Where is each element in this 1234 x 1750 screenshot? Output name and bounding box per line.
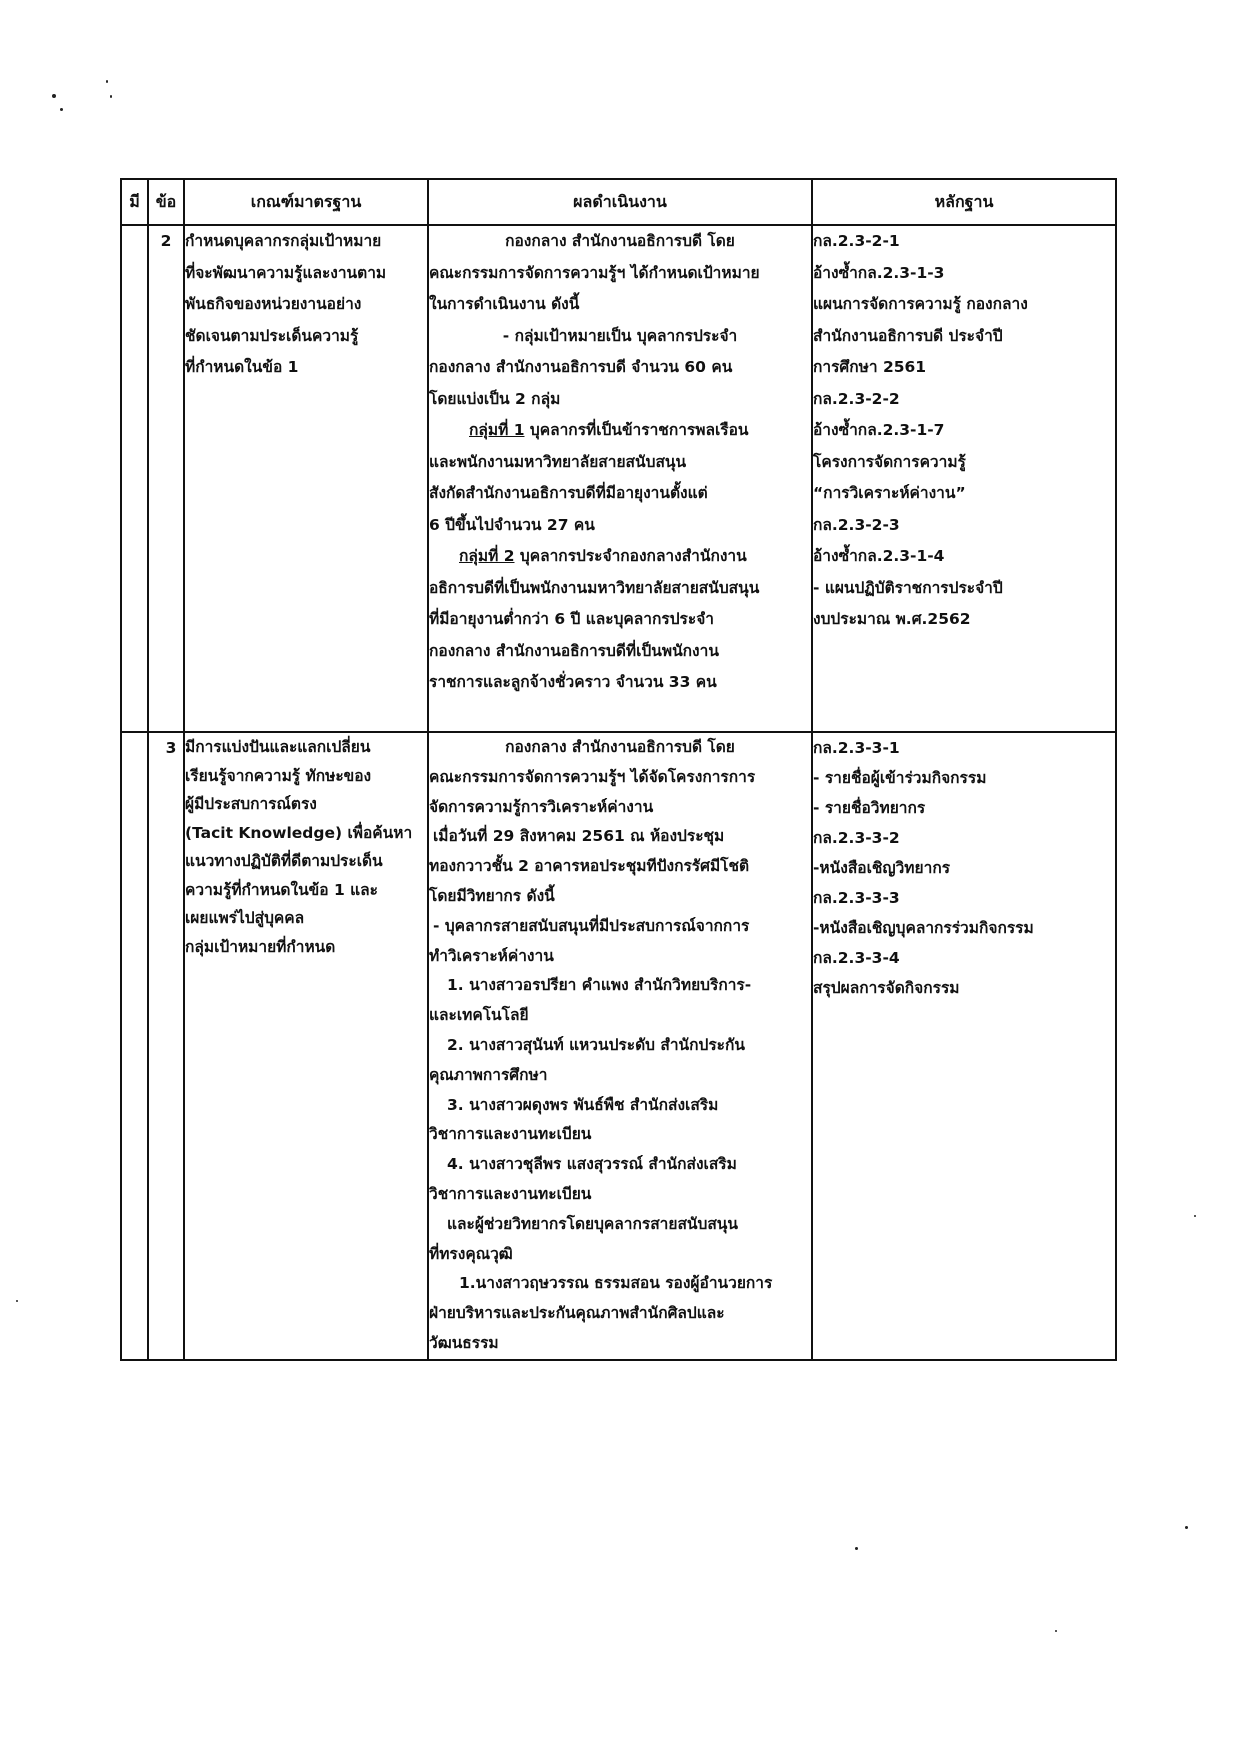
evidence-line: กล.2.3-2-2 — [813, 389, 900, 408]
result-line: โดยแบ่งเป็น 2 กลุ่ม — [429, 389, 561, 408]
results-cell — [428, 732, 812, 1360]
group-1-text: บุคลากรที่เป็นข้าราชการพลเรือน — [524, 421, 749, 439]
criteria-line: มีการแบ่งปันและแลกเปลี่ยน — [185, 738, 371, 756]
evidence-line: -หนังสือเชิญบุคลากรร่วมกิจกรรม — [813, 919, 1034, 937]
header-evidence: หลักฐาน — [812, 179, 1116, 225]
criteria-line: แนวทางปฏิบัติที่ดีตามประเด็น — [185, 852, 383, 870]
result-line — [429, 415, 811, 447]
group-2-text: บุคลากรประจำกองกลางสำนักงาน — [514, 547, 747, 565]
evidence-line: - รายชื่อผู้เข้าร่วมกิจกรรม — [813, 769, 987, 787]
evidence-line: สำนักงานอธิการบดี ประจำปี — [813, 326, 1003, 345]
result-line: อธิการบดีที่เป็นพนักงานมหาวิทยาลัยสายสนับสนุน — [429, 578, 760, 597]
criteria-line: เรียนรู้จากความรู้ ทักษะของ — [185, 766, 372, 785]
result-line: ที่มีอายุงานต่ำกว่า 6 ปี และบุคลากรประจำ — [429, 610, 714, 628]
criteria-line: กำหนดบุคลากรกลุ่มเป้าหมาย — [185, 232, 382, 250]
scan-speck — [1185, 1526, 1188, 1529]
result-line: 2. นางสาวสุนันท์ แหวนประดับ สำนักประกัน — [447, 1035, 745, 1054]
result-line: 1.นางสาวฤษวรรณ ธรรมสอน รองผู้อำนวยการ — [459, 1274, 773, 1293]
criteria-cell — [184, 732, 428, 1360]
evidence-line: แผนการจัดการความรู้ กองกลาง — [813, 295, 1028, 313]
criteria-cell — [184, 225, 428, 732]
result-line: จัดการความรู้การวิเคราะห์ค่างาน — [429, 797, 654, 816]
evidence-line: กล.2.3-3-2 — [813, 829, 900, 847]
results-cell — [428, 225, 812, 732]
result-line: คุณภาพการศึกษา — [429, 1065, 548, 1084]
scan-speck — [52, 94, 56, 98]
result-line: กองกลาง สำนักงานอธิการบดี โดย — [505, 738, 735, 756]
mi-cell — [121, 225, 148, 732]
evidence-line: กล.2.3-2-3 — [813, 515, 900, 534]
criteria-line: ชัดเจนตามประเด็นความรู้ — [185, 326, 359, 345]
result-line: สังกัดสำนักงานอธิการบดีที่มีอายุงานตั้งแต่ — [429, 484, 708, 502]
criteria-line: ที่จะพัฒนาความรู้และงานตาม — [185, 263, 387, 282]
scan-speck — [60, 108, 63, 111]
result-line: 3. นางสาวผดุงพร พันธ์พืช สำนักส่งเสริม — [447, 1095, 719, 1114]
result-line: - บุคลากรสายสนับสนุนที่มีประสบการณ์จากการ — [433, 916, 750, 935]
group-2-label: กลุ่มที่ 2 — [459, 547, 515, 565]
evidence-cell — [812, 732, 1116, 1360]
result-line: ราชการและลูกจ้างชั่วคราว จำนวน 33 คน — [429, 673, 717, 691]
table-row — [121, 732, 1116, 1360]
result-line: ทองกวาวชั้น 2 อาคารหอประชุมทีปังกรรัศมีโชติ — [429, 857, 750, 876]
item-number: 3 — [148, 732, 184, 1360]
criteria-line: กลุ่มเป้าหมายที่กำหนด — [185, 937, 336, 956]
item-number: 2 — [148, 225, 184, 732]
table-row — [121, 225, 1116, 732]
criteria-line: ที่กำหนดในข้อ 1 — [185, 358, 299, 376]
result-line: เมื่อวันที่ 29 สิงหาคม 2561 ณ ห้องประชุม — [433, 827, 725, 846]
evidence-line: - รายชื่อวิทยากร — [813, 799, 926, 817]
result-line: - กลุ่มเป้าหมายเป็น บุคลากรประจำ — [502, 326, 738, 345]
result-line: และผู้ช่วยวิทยากรโดยบุคลากรสายสนับสนุน — [447, 1214, 739, 1233]
evidence-line: “การวิเคราะห์ค่างาน” — [813, 484, 966, 502]
evidence-line: กล.2.3-2-1 — [813, 232, 900, 250]
evidence-line: การศึกษา 2561 — [813, 358, 927, 376]
result-line: กองกลาง สำนักงานอธิการบดีที่เป็นพนักงาน — [429, 641, 719, 660]
result-line: ฝ่ายบริหารและประกันคุณภาพสำนักศิลปและ — [429, 1304, 725, 1323]
result-line: โดยมีวิทยากร ดังนี้ — [429, 886, 555, 905]
evidence-line: กล.2.3-3-4 — [813, 949, 900, 967]
result-line: 1. นางสาวอรปรียา คำแพง สำนักวิทยบริการ- — [447, 976, 752, 995]
result-line: วิชาการและงานทะเบียน — [429, 1184, 592, 1203]
evidence-line: กล.2.3-3-3 — [813, 889, 900, 907]
criteria-line: พันธกิจของหน่วยงานอย่าง — [185, 295, 362, 313]
result-line: คณะกรรมการจัดการความรู้ฯ ได้จัดโครงการการ — [429, 767, 756, 786]
mi-cell — [121, 732, 148, 1360]
result-line: ที่ทรงคุณวุฒิ — [429, 1244, 513, 1263]
evidence-cell — [812, 225, 1116, 732]
result-line: วัฒนธรรม — [429, 1333, 499, 1352]
header-criteria: เกณฑ์มาตรฐาน — [184, 179, 428, 225]
result-line: กองกลาง สำนักงานอธิการบดี โดย — [505, 232, 735, 250]
evidence-line: โครงการจัดการความรู้ — [813, 452, 966, 471]
result-line: และพนักงานมหาวิทยาลัยสายสนับสนุน — [429, 452, 687, 471]
result-line — [429, 541, 811, 573]
evidence-line: สรุปผลการจัดกิจกรรม — [813, 979, 960, 997]
evidence-line: อ้างซ้ำกล.2.3-1-7 — [813, 421, 945, 439]
criteria-line: (Tacit Knowledge) เพื่อค้นหา — [185, 823, 413, 842]
header-item-no: ข้อ — [148, 179, 184, 225]
scan-speck — [106, 80, 108, 83]
result-line: ในการดำเนินงาน ดังนี้ — [429, 295, 580, 313]
result-line: และเทคโนโลยี — [429, 1006, 529, 1025]
result-line: 6 ปีขึ้นไปจำนวน 27 คน — [429, 515, 595, 534]
scan-speck — [855, 1547, 858, 1550]
evidence-line: กล.2.3-3-1 — [813, 739, 900, 757]
criteria-line: ความรู้ที่กำหนดในข้อ 1 และ — [185, 880, 378, 899]
header-mi: มี — [121, 179, 148, 225]
result-line: 4. นางสาวชุลีพร แสงสุวรรณ์ สำนักส่งเสริม — [447, 1155, 737, 1174]
criteria-line: เผยแพร่ไปสู่บุคคล — [185, 909, 305, 927]
scan-speck — [1194, 1215, 1196, 1217]
criteria-line: ผู้มีประสบการณ์ตรง — [185, 795, 317, 813]
result-line: กองกลาง สำนักงานอธิการบดี จำนวน 60 คน — [429, 358, 733, 376]
evidence-line: -หนังสือเชิญวิทยากร — [813, 859, 951, 877]
result-line: คณะกรรมการจัดการความรู้ฯ ได้กำหนดเป้าหมาย — [429, 263, 760, 282]
evidence-line: อ้างซ้ำกล.2.3-1-3 — [813, 263, 945, 282]
table-header-row — [121, 179, 1116, 225]
header-results: ผลดำเนินงาน — [428, 179, 812, 225]
scan-speck — [16, 1300, 18, 1302]
evidence-line: อ้างซ้ำกล.2.3-1-4 — [813, 547, 945, 565]
evidence-line: งบประมาณ พ.ศ.2562 — [813, 610, 971, 628]
result-line: ทำวิเคราะห์ค่างาน — [429, 946, 554, 965]
criteria-table — [120, 178, 1117, 1361]
group-1-label: กลุ่มที่ 1 — [469, 421, 525, 439]
result-line: วิชาการและงานทะเบียน — [429, 1125, 592, 1144]
evidence-line: - แผนปฏิบัติราชการประจำปี — [813, 578, 1003, 597]
scan-speck — [1055, 1630, 1057, 1632]
scan-speck — [110, 95, 112, 98]
